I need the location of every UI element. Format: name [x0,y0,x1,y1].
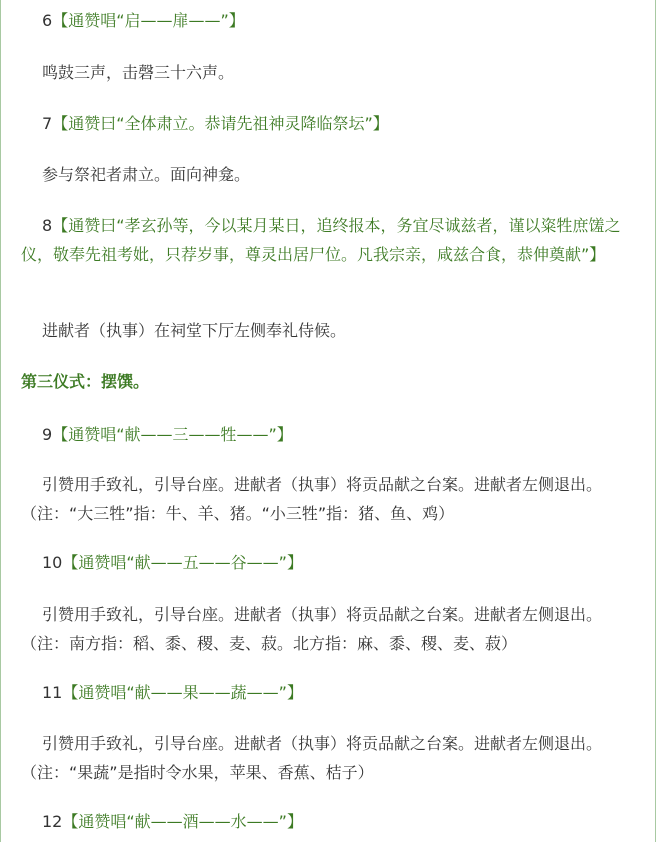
rite-number: 8 [42,216,53,235]
body-paragraph: 引赞用手致礼，引导台座。进献者（执事）将贡品献之台案。进献者左侧退出。（注：南方指：稻、黍、稷、麦、菽。北方指：麻、黍、稷、麦、菽） [21,605,603,653]
rite-number: 10 [42,553,63,572]
rite-line-10 [21,548,633,577]
rite-text: 【通赞唱“启——扉——”】 [52,11,245,30]
rite-text: 【通赞曰“全体肃立。恭请先祖神灵降临祭坛”】 [52,114,389,133]
rite-number: 12 [42,812,63,831]
section-heading: 第三仪式：摆馔。 [21,372,150,391]
rite-line-7 [21,109,633,138]
rite-line-9 [21,420,633,449]
rite-line-6 [21,6,633,35]
body-paragraph: 鸣鼓三声，击磬三十六声。 [42,63,235,82]
rite-number: 7 [42,114,53,133]
rite-line-11 [21,678,633,707]
rite-number: 9 [42,425,53,444]
rite-text: 【通赞唱“献——酒——水——”】 [62,812,303,831]
rite-text: 【通赞曰“孝玄孙等，今以某月某日，追终报本，务宜尽诚兹者，谨以粢牲庶馐之仪，敬奉先祖考妣，只荐岁事，尊灵出居尸位。凡我宗亲，咸兹合食，恭伸奠献”】 [21,216,621,264]
rite-text: 【通赞唱“献——五——谷——”】 [62,553,303,572]
rite-line-8 [21,211,633,269]
rite-line-12 [21,807,633,836]
body-paragraph: 引赞用手致礼，引导台座。进献者（执事）将贡品献之台案。进献者左侧退出。（注：“大三牲”指：牛、羊、猪。“小三牲”指：猪、鱼、鸡） [21,475,603,523]
body-paragraph: 进献者（执事）在祠堂下厅左侧奉礼侍候。 [42,321,347,340]
rite-text: 【通赞唱“献——三——牲——”】 [52,425,293,444]
rite-text: 【通赞唱“献——果——蔬——”】 [62,683,303,702]
body-paragraph: 引赞用手致礼，引导台座。进献者（执事）将贡品献之台案。进献者左侧退出。（注：“果蔬”是指时令水果，苹果、香蕉、桔子） [21,734,603,782]
rite-number: 11 [42,683,63,702]
rite-number: 6 [42,11,53,30]
body-paragraph: 参与祭祀者肃立。面向神龛。 [42,165,251,184]
